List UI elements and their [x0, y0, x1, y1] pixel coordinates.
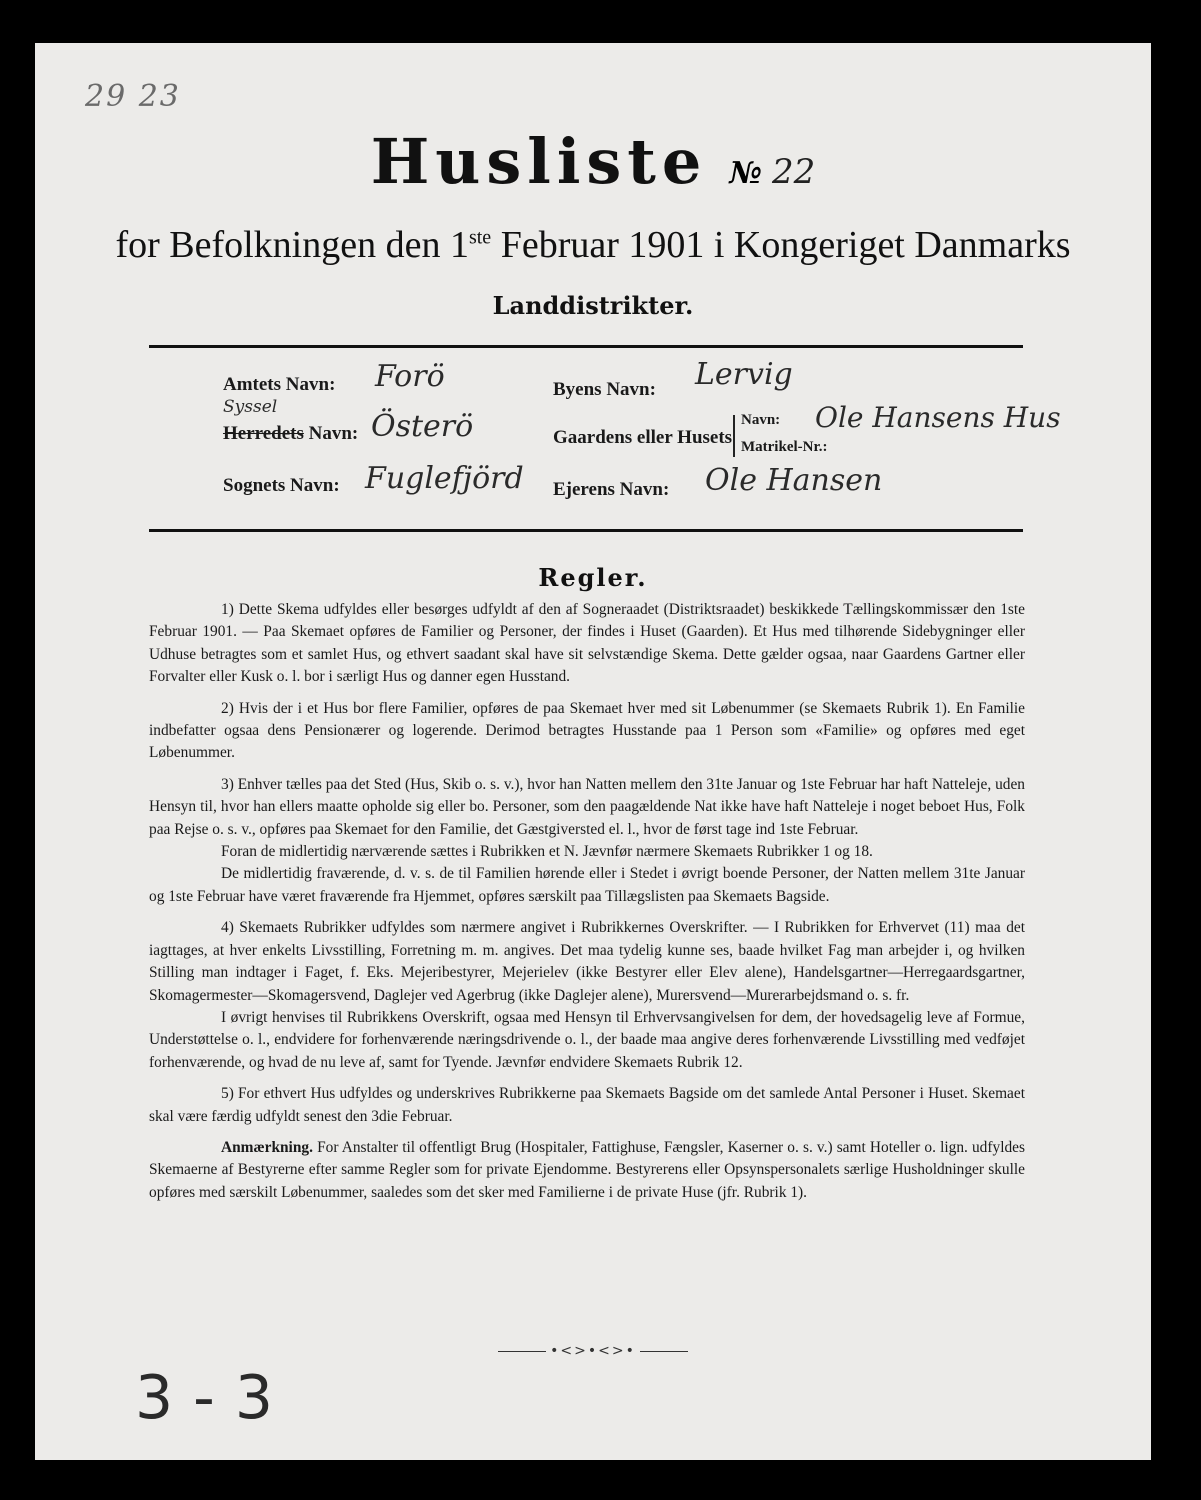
annotation-paragraph — [149, 1137, 1025, 1204]
herred-value: Österö — [371, 409, 474, 444]
herred-label-rest: Navn: — [303, 423, 359, 444]
ornament-divider — [35, 1343, 1151, 1359]
by-label: Byens Navn: — [553, 379, 656, 400]
ejer-value: Ole Hansen — [705, 463, 883, 498]
rules-body — [149, 599, 1025, 1213]
rule-1: 1) Dette Skema udfyldes eller besørges udfyldt af den af Sogneraadet (Distriktsraadet) beskikkede Tællingskommissær den 1ste Februar 1901. — Paa Skemaet opføres de Familier og Personer, der findes i Huset (Gaarden). Et Hus med tilhørende Sidebygninger eller Udhuse betragtes som et samlet Hus, og ethvert saadant skal have sit selvstændige Skema. Dette gælder ogsaa, naar Gaardens Gartner eller Forvalter eller Kusk o. l. bor i særligt Hus og danner egen Husstand. — [149, 601, 1025, 686]
rule-3: 3) Enhver tælles paa det Sted (Hus, Skib o. s. v.), hvor han Natten mellem den 31te Januar og 1ste Februar har haft Natteleje, uden Hensyn til, hvor han ellers maatte opholde sig eller bo. Personer, som den paagældende Nat ikke have haft Natteleje i noget beboet Hus, Folk paa Rejse o. s. v., opføres paa Skemaet for den Familie, det Gæstgiversted el. l., hvor de først tage ind 1ste Februar. — [149, 775, 1025, 838]
top-divider — [149, 345, 1023, 348]
note-label: Anmærkning. — [221, 1138, 313, 1156]
subtitle-pre: for Befolkningen den 1 — [115, 224, 469, 266]
navn-value: Ole Hansens Hus — [815, 401, 1061, 434]
ornament-line-left — [498, 1351, 546, 1352]
subtitle-sup: ste — [468, 226, 492, 249]
ejer-label: Ejerens Navn: — [553, 479, 670, 500]
sogn-label: Sognets Navn: — [223, 475, 340, 496]
rule-3-note-a: Foran de midlertidig nærværende sættes i Rubrikken et N. Jævnfør nærmere Skemaets Rubrikker 1 og 18. — [221, 843, 873, 861]
district-heading: Landdistrikter. — [492, 291, 694, 320]
subtitle-post: Februar 1901 i Kongeriget Danmarks — [491, 224, 1071, 266]
list-number: 22 — [772, 152, 816, 192]
ornament-glyphs: •<>•<>• — [550, 1343, 636, 1359]
census-form-page — [35, 43, 1151, 1460]
ornament-line-right — [640, 1351, 688, 1352]
by-value: Lervig — [695, 357, 793, 392]
number-label: № — [729, 156, 762, 191]
title-row — [35, 125, 1151, 198]
rule-4: 4) Skemaets Rubrikker udfyldes som nærmere angivet i Rubrikkernes Overskrifter. — I Rubrikken for Erhvervet (11) maa det iagttages, at hver enkelts Livsstilling, Forretning m. m. angives. Det maa tydelig kunne ses, baade hvilket Fag man arbejder i, og hvilken Stilling man indtager i Faget, f. Eks. Mejeribestyrer, Mejerielev (ikke Bestyrer eller Elev alene), Handelsgartner—Herregaardsgartner, Skomagermester—Skomagersvend, Daglejer ved Agerbrug (ikke Daglejer alene), Murersvend—Murerarbejdsmand o. s. fr. — [149, 919, 1025, 1004]
bottom-divider — [149, 529, 1023, 532]
corner-pencil-note: 29 23 — [85, 79, 181, 114]
field-brace — [733, 415, 735, 457]
page-title: Husliste — [370, 125, 708, 198]
rule-4-note: I øvrigt henvises til Rubrikkens Overskrift, ogsaa med Hensyn til Erhvervsangivelsen for dem, der hovedsagelig leve af Formue, Understøttelse o. l., endvidere for forhenværende næringsdrivende o. l., der baade maa angive deres forhenværende Livsstilling med vedføjet forhenværende, og hvad de nu leve af, samt for Tyende. Jævnfør endvidere Skemaets Rubrik 12. — [149, 1008, 1025, 1071]
sogn-value: Fuglefjörd — [365, 461, 524, 496]
amt-label: Amtets Navn: — [223, 374, 336, 395]
herred-label-struck: Herredets — [223, 423, 304, 444]
gaard-label: Gaardens eller Husets — [553, 427, 733, 448]
herred-label — [223, 423, 358, 445]
note-text: For Anstalter til offentligt Brug (Hospitaler, Fattighuse, Fængsler, Kaserner o. s. v.) samt Hoteller o. lign. udfyldes Skemaerne af Bestyrerne efter samme Regler som for private Ejendomme. Bestyrerens eller Opsynspersonalets særlige Husholdninger skulle opføres med særskilt Løbenummer, saaledes som det sker med Familierne i de private Huse (jfr. Rubrik 1). — [149, 1138, 1025, 1201]
amt-value: Forö — [375, 359, 445, 394]
herred-correction: Syssel — [223, 397, 278, 417]
rules-heading: Regler. — [538, 563, 648, 592]
matrikel-label: Matrikel-Nr.: — [741, 439, 828, 455]
navn-label: Navn: — [741, 412, 781, 428]
rule-5: 5) For ethvert Hus udfyldes og underskrives Rubrikkerne paa Skemaets Bagside om det samlede Antal Personer i Huset. Skemaet skal være færdig udfyldt senest den 3die Februar. — [149, 1085, 1025, 1125]
rule-2: 2) Hvis der i et Hus bor flere Familier, opføres de paa Skemaet hver med sit Løbenummer (se Skemaets Rubrik 1). En Familie indbefatter ogsaa dens Pensionærer og logerende. Derimod betragtes Husstande paa 1 Person som «Familie» og opføres med eget Løbenummer. — [149, 699, 1025, 762]
rule-3-note-b: De midlertidig fraværende, d. v. s. de til Familien hørende eller i Stedet i øvrigt boende Personer, der Natten mellem 31te Januar og 1ste Februar have været fraværende fra Hjemmet, opføres særskilt paa Tillægslisten paa Skemaets Bagside. — [149, 865, 1025, 905]
subtitle — [35, 223, 1151, 267]
bottom-handwritten-mark: 3-3 — [135, 1363, 293, 1433]
